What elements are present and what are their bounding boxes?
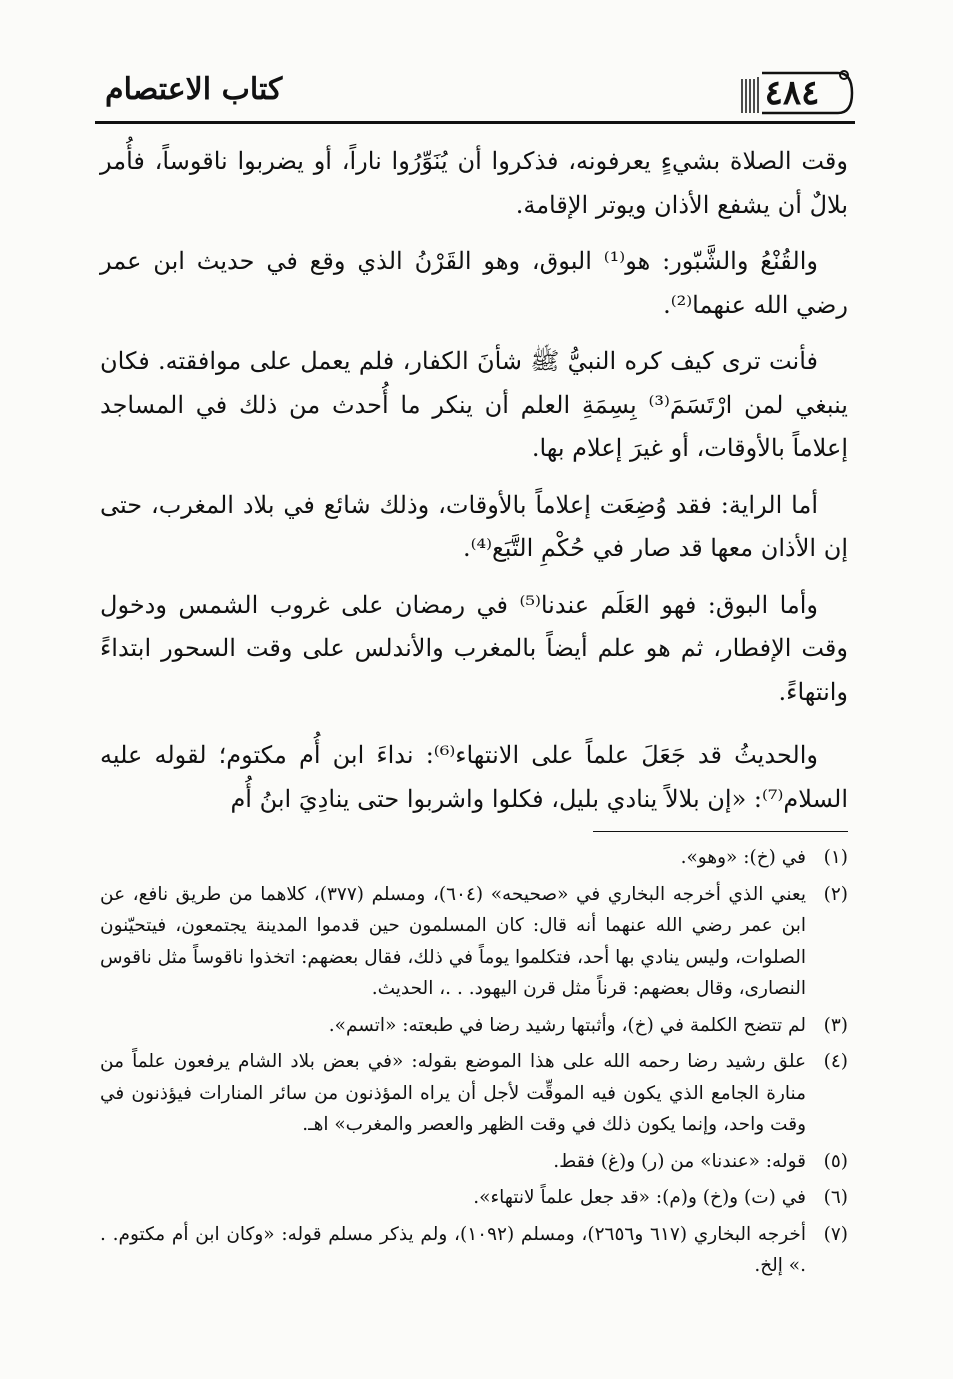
footnote [100,1219,848,1282]
footnote-text: في (ت) و(خ) و(م): «قد جعل علماً لانتهاء». [473,1187,806,1208]
paragraph: والحديثُ قد جَعَلَ علماً على الانتهاء⁽⁶⁾: نداءَ ابن أُم مكتوم؛ لقوله عليه السلام⁽⁷⁾: «إن بلالاً ينادي بليل، فكلوا واشربوا حتى ينادِيَ ابنُ أُم [100,741,848,813]
footnote-number: (٧) [823,1223,848,1245]
page-header [95,55,855,125]
footnote [100,842,848,874]
footnote-number: (٣) [823,1014,848,1036]
footnote-divider [593,831,848,832]
footnotes [100,842,848,1287]
footnote [100,1010,848,1042]
footnote-text: علق رشيد رضا رحمه الله على هذا الموضع بقوله: «في بعض بلاد الشام يرفعون علماً من منارة الجامع الذي يكون فيه الموقِّت لأجل أن يراه المؤذنون من سائر المنارات فيؤذنون في وقت واحد، وإنما يكون ذلك في وقت الظهر والعصر والمغرب» اهـ. [100,1051,806,1135]
main-text [100,140,848,834]
paragraph: فأنت ترى كيف كره النبيُّ ﷺ شأنَ الكفار، فلم يعمل على موافقته. فكان ينبغي لمن ارْتَسَمَ⁽³⁾ بِسِمَةِ العلم أن ينكر ما أُحدث من ذلك في المساجد إعلاماً بالأوقات، أو غيرَ إعلام بها. [100,347,848,462]
footnote [100,1182,848,1214]
paragraph: والقُنْعُ والشَّبّور: هو⁽¹⁾ البوق، وهو القَرْنُ الذي وقع في حديث ابن عمر رضي الله عنهما⁽²⁾. [100,247,848,319]
footnote-text: في (خ): «وهو». [680,847,806,868]
footnote-text: قوله: «عندنا» من (ر) و(غ) فقط. [553,1150,806,1172]
paragraph: وأما البوق: فهو العَلَم عندنا⁽⁵⁾ في رمضان على غروب الشمس ودخول وقت الإفطار، ثم هو علم أيضاً بالمغرب والأندلس على وقت السحور ابتداءً وانتهاءً. [100,590,848,706]
footnote-text: أخرجه البخاري (٦١٧ و٢٦٥٦)، ومسلم (١٠٩٢)، ولم يذكر مسلم قوله: «وكان ابن أم مكتوم. . .» إلخ. [100,1223,807,1276]
footnote-number: (٤) [823,1051,848,1072]
footnote-number: (٥) [823,1150,848,1172]
header-divider [95,121,855,124]
footnote [100,1146,848,1178]
footnote-text: يعني الذي أخرجه البخاري في «صحيحه» (٦٠٤)، ومسلم (٣٧٧)، كلاهما من طريق نافع، عن ابن عمر رضي الله عنهما أنه قال: كان المسلمون حين قدموا المدينة يجتمعون، فيتحيّنون الصلوات، وليس ينادي بها أحد، فتكلموا يوماً في ذلك، فقال بعضهم: اتخذوا ناقوساً مثل ناقوس النصارى، وقال بعضهم: قرناً مثل قرن اليهود. . .، الحديث. [100,883,807,999]
page-number-ornament [740,69,855,117]
footnote-number: (٢) [823,883,848,905]
page-number: ٤٨٤ [764,73,820,113]
paragraph: أما الراية: فقد وُضِعَت إعلاماً بالأوقات، وذلك شائع في بلاد المغرب، حتى إن الأذان معها قد صار في حُكْمِ التَّبَع⁽⁴⁾. [100,490,848,562]
footnote-number: (١) [823,847,848,868]
book-title: كتاب الاعتصام [105,72,283,107]
footnote [100,879,848,1005]
footnote-text: لم تتضح الكلمة في (خ)، وأثبتها رشيد رضا في طبعته: «اتسم». [328,1014,806,1036]
footnote-number: (٦) [823,1187,848,1208]
paragraph: وقت الصلاة بشيءٍ يعرفونه، فذكروا أن يُنَوِّرُوا ناراً، أو يضربوا ناقوساً، فأُمر بلالٌ أن يشفع الأذان ويوتر الإقامة. [100,147,848,219]
footnote [100,1046,848,1141]
